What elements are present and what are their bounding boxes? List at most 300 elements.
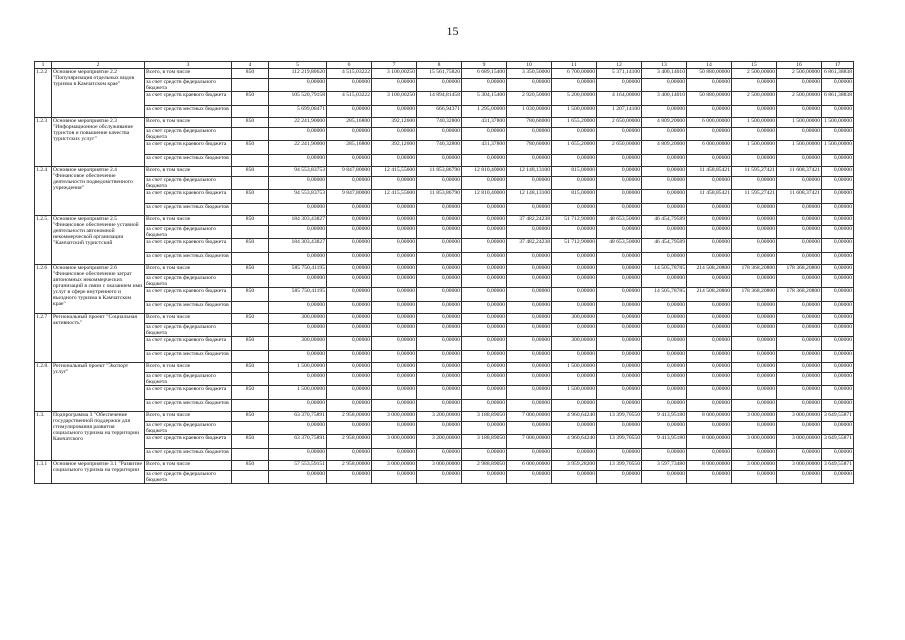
amount-cell: 0,00000	[269, 253, 327, 265]
funding-source: за счет средств краевого бюджета	[145, 141, 232, 155]
funding-source: за счет средств федерального бюджета	[145, 128, 232, 141]
amount-cell: 9 847,80000	[327, 190, 372, 204]
amount-cell: 585 750,41195	[269, 288, 327, 302]
amount-cell: 0,00000	[327, 106, 372, 118]
funding-source: Всего, в том числе	[145, 69, 232, 79]
amount-cell: 1 207,14100	[597, 106, 642, 118]
amount-cell: 431,37800	[462, 118, 507, 128]
amount-cell: 0,00000	[777, 177, 822, 190]
row-code: 1.2.7	[35, 314, 52, 363]
column-number: 8	[417, 62, 462, 69]
row-code: 1.2.4	[35, 167, 52, 216]
amount-cell: 50 880,00000	[687, 92, 732, 106]
amount-cell: 0,00000	[732, 422, 777, 435]
amount-cell: 0,00000	[597, 386, 642, 400]
amount-cell: 0,00000	[462, 386, 507, 400]
amount-cell: 0,00000	[552, 177, 597, 190]
amount-cell: 0,00000	[552, 400, 597, 412]
amount-cell: 0,00000	[777, 216, 822, 226]
table-row	[35, 106, 854, 118]
funding-source: за счет средств местных бюджетов	[145, 253, 232, 265]
table-row	[35, 363, 854, 373]
amount-cell: 0,00000	[507, 373, 552, 386]
amount-cell: 0,00000	[642, 373, 687, 386]
amount-cell: 1 500,00000	[777, 141, 822, 155]
amount-cell: 0,00000	[327, 216, 372, 226]
amount-cell: 0,00000	[462, 79, 507, 92]
amount-cell: 12 810,40000	[462, 167, 507, 177]
amount-cell: 0,00000	[417, 155, 462, 167]
amount-cell: 46 454,79589	[642, 239, 687, 253]
amount-cell: 105 520,79158	[269, 92, 327, 106]
amount-cell: 0,00000	[822, 216, 854, 226]
amount-cell: 1 655,20000	[552, 141, 597, 155]
amount-cell: 3 000,00000	[372, 412, 417, 422]
budget-table	[34, 61, 854, 484]
funding-source: за счет средств краевого бюджета	[145, 190, 232, 204]
amount-cell: 11 853,86790	[417, 190, 462, 204]
amount-cell: 0,00000	[822, 106, 854, 118]
amount-cell: 9 413,95180	[642, 435, 687, 449]
amount-cell: 4 515,03222	[327, 92, 372, 106]
amount-cell: 0,00000	[687, 363, 732, 373]
amount-cell: 0,00000	[507, 337, 552, 351]
amount-cell: 0,00000	[597, 253, 642, 265]
row-code: 1.2.8.	[35, 363, 52, 412]
amount-cell: 15 561,75820	[417, 69, 462, 79]
amount-cell: 0,00000	[687, 155, 732, 167]
budget-code	[232, 155, 269, 167]
budget-code: 850	[232, 435, 269, 449]
amount-cell: 0,00000	[327, 155, 372, 167]
amount-cell: 1 500,00000	[552, 386, 597, 400]
amount-cell: 0,00000	[327, 422, 372, 435]
amount-cell: 0,00000	[372, 386, 417, 400]
amount-cell: 9 847,80000	[327, 167, 372, 177]
amount-cell: 0,00000	[552, 265, 597, 275]
amount-cell: 0,00000	[417, 128, 462, 141]
amount-cell: 48 653,50000	[597, 239, 642, 253]
amount-cell: 3 100,00250	[372, 92, 417, 106]
amount-cell: 0,00000	[327, 128, 372, 141]
amount-cell: 0,00000	[417, 324, 462, 337]
column-number: 6	[327, 62, 372, 69]
amount-cell: 0,00000	[597, 302, 642, 314]
budget-code: 850	[232, 167, 269, 177]
column-number: 7	[372, 62, 417, 69]
amount-cell: 740,32800	[417, 118, 462, 128]
amount-cell: 8 000,00000	[687, 412, 732, 422]
amount-cell: 51 712,90000	[552, 239, 597, 253]
amount-cell: 0,00000	[777, 253, 822, 265]
amount-cell: 0,00000	[687, 302, 732, 314]
column-number: 2	[52, 62, 145, 69]
amount-cell: 0,00000	[687, 106, 732, 118]
amount-cell: 0,00000	[462, 226, 507, 239]
funding-source: Всего, в том числе	[145, 265, 232, 275]
amount-cell: 0,00000	[507, 351, 552, 363]
amount-cell: 214 508,20800	[687, 288, 732, 302]
amount-cell: 3 000,00000	[732, 435, 777, 449]
amount-cell: 5 304,15400	[462, 92, 507, 106]
amount-cell: 0,00000	[642, 275, 687, 288]
amount-cell: 0,00000	[732, 204, 777, 216]
amount-cell: 0,00000	[687, 351, 732, 363]
table-row	[35, 128, 854, 141]
budget-code: 850	[232, 141, 269, 155]
table-row	[35, 216, 854, 226]
table-row	[35, 351, 854, 363]
amount-cell: 5 371,14100	[597, 69, 642, 79]
amount-cell: 0,00000	[822, 400, 854, 412]
measure-name: Основное мероприятие 3.1 "Развитие социального туризма на территории	[52, 461, 145, 484]
amount-cell: 14 505,78785	[642, 288, 687, 302]
budget-code	[232, 449, 269, 461]
amount-cell: 0,00000	[777, 400, 822, 412]
amount-cell: 0,00000	[642, 449, 687, 461]
measure-name: Региональный проект "Экспорт услуг"	[52, 363, 145, 412]
amount-cell: 0,00000	[687, 422, 732, 435]
amount-cell: 0,00000	[822, 302, 854, 314]
budget-code	[232, 128, 269, 141]
amount-cell: 12 148,13100	[507, 190, 552, 204]
budget-code	[232, 373, 269, 386]
amount-cell: 0,00000	[372, 314, 417, 324]
amount-cell: 0,00000	[552, 155, 597, 167]
amount-cell: 0,00000	[507, 314, 552, 324]
amount-cell: 178 368,20800	[732, 265, 777, 275]
amount-cell: 94 553,83753	[269, 167, 327, 177]
column-number: 15	[732, 62, 777, 69]
amount-cell: 5 200,00000	[552, 92, 597, 106]
amount-cell: 3 649,55871	[822, 435, 854, 449]
column-number: 3	[145, 62, 232, 69]
amount-cell: 3 959,28200	[552, 461, 597, 471]
amount-cell: 0,00000	[507, 204, 552, 216]
column-number: 16	[777, 62, 822, 69]
amount-cell: 11 595,27421	[732, 167, 777, 177]
amount-cell: 3 350,50000	[507, 69, 552, 79]
budget-code: 850	[232, 190, 269, 204]
amount-cell: 0,00000	[372, 275, 417, 288]
amount-cell: 285,16800	[327, 118, 372, 128]
amount-cell: 51 712,90000	[552, 216, 597, 226]
amount-cell: 0,00000	[462, 449, 507, 461]
budget-code	[232, 177, 269, 190]
amount-cell: 0,00000	[732, 314, 777, 324]
amount-cell: 6 861,38838	[822, 92, 854, 106]
amount-cell: 392,12600	[372, 141, 417, 155]
column-number: 1	[35, 62, 52, 69]
amount-cell: 815,00000	[552, 190, 597, 204]
amount-cell: 3 188,89050	[462, 435, 507, 449]
amount-cell: 6 689,15400	[462, 69, 507, 79]
amount-cell: 11 595,27421	[732, 190, 777, 204]
row-code: 1.3.	[35, 412, 52, 461]
amount-cell: 0,00000	[552, 302, 597, 314]
amount-cell: 0,00000	[597, 373, 642, 386]
amount-cell: 0,00000	[269, 275, 327, 288]
table-header-row	[35, 62, 854, 69]
budget-code: 850	[232, 265, 269, 275]
amount-cell: 1 500,00000	[822, 141, 854, 155]
amount-cell: 0,00000	[507, 128, 552, 141]
amount-cell: 0,00000	[462, 216, 507, 226]
table-row	[35, 471, 854, 484]
table-row	[35, 118, 854, 128]
table-row	[35, 69, 854, 79]
amount-cell: 0,00000	[642, 386, 687, 400]
amount-cell: 94 553,83753	[269, 190, 327, 204]
amount-cell: 0,00000	[822, 190, 854, 204]
amount-cell: 0,00000	[269, 128, 327, 141]
amount-cell: 0,00000	[372, 351, 417, 363]
amount-cell: 3 000,00000	[777, 435, 822, 449]
amount-cell: 0,00000	[417, 226, 462, 239]
amount-cell: 214 508,20800	[687, 265, 732, 275]
table-row	[35, 400, 854, 412]
amount-cell: 0,00000	[597, 363, 642, 373]
amount-cell: 0,00000	[597, 449, 642, 461]
amount-cell: 0,00000	[507, 363, 552, 373]
amount-cell: 0,00000	[327, 363, 372, 373]
funding-source: за счет средств федерального бюджета	[145, 177, 232, 190]
amount-cell: 0,00000	[687, 79, 732, 92]
funding-source: Всего, в том числе	[145, 314, 232, 324]
amount-cell: 22 241,90000	[269, 118, 327, 128]
table-row	[35, 275, 854, 288]
amount-cell: 0,00000	[507, 79, 552, 92]
amount-cell: 184 303,43827	[269, 239, 327, 253]
amount-cell: 0,00000	[777, 386, 822, 400]
amount-cell: 0,00000	[417, 449, 462, 461]
amount-cell: 740,32800	[417, 141, 462, 155]
amount-cell: 0,00000	[372, 239, 417, 253]
amount-cell: 11 458,85421	[687, 190, 732, 204]
amount-cell: 0,00000	[507, 275, 552, 288]
amount-cell: 0,00000	[372, 449, 417, 461]
amount-cell: 0,00000	[687, 400, 732, 412]
funding-source: Всего, в том числе	[145, 412, 232, 422]
amount-cell: 0,00000	[507, 253, 552, 265]
amount-cell: 2 500,00000	[777, 92, 822, 106]
amount-cell: 0,00000	[417, 177, 462, 190]
funding-source: за счет средств краевого бюджета	[145, 288, 232, 302]
amount-cell: 0,00000	[462, 337, 507, 351]
amount-cell: 0,00000	[327, 471, 372, 484]
amount-cell: 0,00000	[417, 386, 462, 400]
amount-cell: 0,00000	[597, 288, 642, 302]
amount-cell: 46 454,79589	[642, 216, 687, 226]
measure-name: Основное мероприятие 2.4 "Финансовое обеспечение деятельности подведомственного учреждения"	[52, 167, 145, 216]
amount-cell: 178 368,20800	[777, 265, 822, 275]
amount-cell: 0,00000	[327, 275, 372, 288]
amount-cell: 0,00000	[777, 128, 822, 141]
budget-code: 850	[232, 337, 269, 351]
amount-cell: 0,00000	[687, 337, 732, 351]
budget-code: 850	[232, 288, 269, 302]
amount-cell: 0,00000	[687, 324, 732, 337]
amount-cell: 4 809,20000	[642, 141, 687, 155]
table-row	[35, 461, 854, 471]
table-row	[35, 239, 854, 253]
budget-code: 850	[232, 412, 269, 422]
measure-name: Подпрограмма 3 "Обеспечение государственной поддержки для стимулирования развития социального туризма на территории Камчатского	[52, 412, 145, 461]
amount-cell: 0,00000	[777, 302, 822, 314]
amount-cell: 0,00000	[822, 288, 854, 302]
amount-cell: 0,00000	[642, 253, 687, 265]
amount-cell: 0,00000	[822, 449, 854, 461]
amount-cell: 37 482,24238	[507, 239, 552, 253]
amount-cell: 0,00000	[327, 239, 372, 253]
table-row	[35, 167, 854, 177]
amount-cell: 431,37800	[462, 141, 507, 155]
amount-cell: 0,00000	[642, 363, 687, 373]
measure-name: Основное мероприятие 2.3 "Информационное обслуживание туристов и повышение качества туристских услуг"	[52, 118, 145, 167]
budget-code	[232, 204, 269, 216]
amount-cell: 0,00000	[777, 422, 822, 435]
column-number: 14	[687, 62, 732, 69]
amount-cell: 300,00000	[269, 337, 327, 351]
amount-cell: 112 219,80620	[269, 69, 327, 79]
amount-cell: 0,00000	[732, 155, 777, 167]
amount-cell: 0,00000	[462, 471, 507, 484]
table-row	[35, 324, 854, 337]
amount-cell: 0,00000	[822, 79, 854, 92]
amount-cell: 0,00000	[687, 239, 732, 253]
table-row	[35, 177, 854, 190]
column-number: 10	[507, 62, 552, 69]
amount-cell: 0,00000	[732, 471, 777, 484]
amount-cell: 0,00000	[327, 386, 372, 400]
amount-cell: 0,00000	[732, 337, 777, 351]
amount-cell: 1 500,00000	[822, 118, 854, 128]
page-number: 15	[446, 24, 459, 38]
amount-cell: 0,00000	[822, 422, 854, 435]
amount-cell: 0,00000	[597, 177, 642, 190]
amount-cell: 63 370,75891	[269, 435, 327, 449]
amount-cell: 0,00000	[822, 204, 854, 216]
amount-cell: 0,00000	[462, 288, 507, 302]
amount-cell: 57 553,59151	[269, 461, 327, 471]
amount-cell: 4 809,20000	[642, 118, 687, 128]
amount-cell: 0,00000	[642, 422, 687, 435]
amount-cell: 12 415,55600	[372, 167, 417, 177]
amount-cell: 0,00000	[597, 226, 642, 239]
amount-cell: 0,00000	[327, 400, 372, 412]
amount-cell: 0,00000	[417, 275, 462, 288]
amount-cell: 0,00000	[687, 373, 732, 386]
amount-cell: 11 608,37421	[777, 190, 822, 204]
amount-cell: 184 303,43827	[269, 216, 327, 226]
amount-cell: 0,00000	[732, 324, 777, 337]
amount-cell: 0,00000	[462, 422, 507, 435]
amount-cell: 0,00000	[327, 79, 372, 92]
amount-cell: 300,00000	[552, 314, 597, 324]
funding-source: за счет средств федерального бюджета	[145, 324, 232, 337]
amount-cell: 0,00000	[269, 79, 327, 92]
amount-cell: 0,00000	[642, 226, 687, 239]
funding-source: за счет средств местных бюджетов	[145, 351, 232, 363]
amount-cell: 0,00000	[822, 373, 854, 386]
amount-cell: 0,00000	[462, 128, 507, 141]
amount-cell: 1 500,00000	[777, 118, 822, 128]
amount-cell: 0,00000	[777, 337, 822, 351]
amount-cell: 4 164,00000	[597, 92, 642, 106]
amount-cell: 0,00000	[642, 204, 687, 216]
amount-cell: 0,00000	[462, 324, 507, 337]
column-number: 13	[642, 62, 687, 69]
amount-cell: 0,00000	[552, 128, 597, 141]
amount-cell: 0,00000	[687, 216, 732, 226]
amount-cell: 0,00000	[552, 373, 597, 386]
amount-cell: 0,00000	[822, 351, 854, 363]
amount-cell: 0,00000	[552, 275, 597, 288]
amount-cell: 780,60000	[507, 141, 552, 155]
budget-code	[232, 302, 269, 314]
amount-cell: 6 861,38838	[822, 69, 854, 79]
amount-cell: 0,00000	[372, 79, 417, 92]
amount-cell: 0,00000	[732, 351, 777, 363]
amount-cell: 0,00000	[777, 324, 822, 337]
amount-cell: 0,00000	[777, 275, 822, 288]
amount-cell: 0,00000	[507, 400, 552, 412]
amount-cell: 0,00000	[372, 302, 417, 314]
amount-cell: 815,00000	[552, 167, 597, 177]
amount-cell: 0,00000	[327, 177, 372, 190]
amount-cell: 0,00000	[462, 351, 507, 363]
table-row	[35, 155, 854, 167]
amount-cell: 0,00000	[732, 449, 777, 461]
amount-cell: 0,00000	[507, 265, 552, 275]
amount-cell: 0,00000	[597, 351, 642, 363]
amount-cell: 0,00000	[597, 128, 642, 141]
amount-cell: 0,00000	[269, 400, 327, 412]
amount-cell: 0,00000	[822, 386, 854, 400]
amount-cell: 0,00000	[417, 373, 462, 386]
amount-cell: 0,00000	[642, 302, 687, 314]
amount-cell: 0,00000	[687, 204, 732, 216]
amount-cell: 0,00000	[822, 265, 854, 275]
amount-cell: 2 650,00000	[597, 141, 642, 155]
amount-cell: 0,00000	[687, 386, 732, 400]
amount-cell: 0,00000	[732, 363, 777, 373]
amount-cell: 0,00000	[732, 226, 777, 239]
amount-cell: 0,00000	[597, 167, 642, 177]
amount-cell: 0,00000	[822, 471, 854, 484]
amount-cell: 0,00000	[372, 216, 417, 226]
amount-cell: 1 500,00000	[552, 363, 597, 373]
amount-cell: 0,00000	[507, 155, 552, 167]
amount-cell: 3 000,00000	[777, 412, 822, 422]
amount-cell: 0,00000	[552, 226, 597, 239]
table-row	[35, 314, 854, 324]
amount-cell: 0,00000	[417, 302, 462, 314]
amount-cell: 11 608,37421	[777, 167, 822, 177]
amount-cell: 13 399,70550	[597, 461, 642, 471]
amount-cell: 0,00000	[417, 265, 462, 275]
amount-cell: 0,00000	[327, 204, 372, 216]
budget-code	[232, 79, 269, 92]
amount-cell: 0,00000	[462, 302, 507, 314]
amount-cell: 0,00000	[642, 177, 687, 190]
amount-cell: 6 000,00000	[687, 141, 732, 155]
amount-cell: 0,00000	[552, 288, 597, 302]
amount-cell: 0,00000	[327, 226, 372, 239]
amount-cell: 0,00000	[372, 155, 417, 167]
amount-cell: 0,00000	[327, 324, 372, 337]
amount-cell: 0,00000	[732, 128, 777, 141]
